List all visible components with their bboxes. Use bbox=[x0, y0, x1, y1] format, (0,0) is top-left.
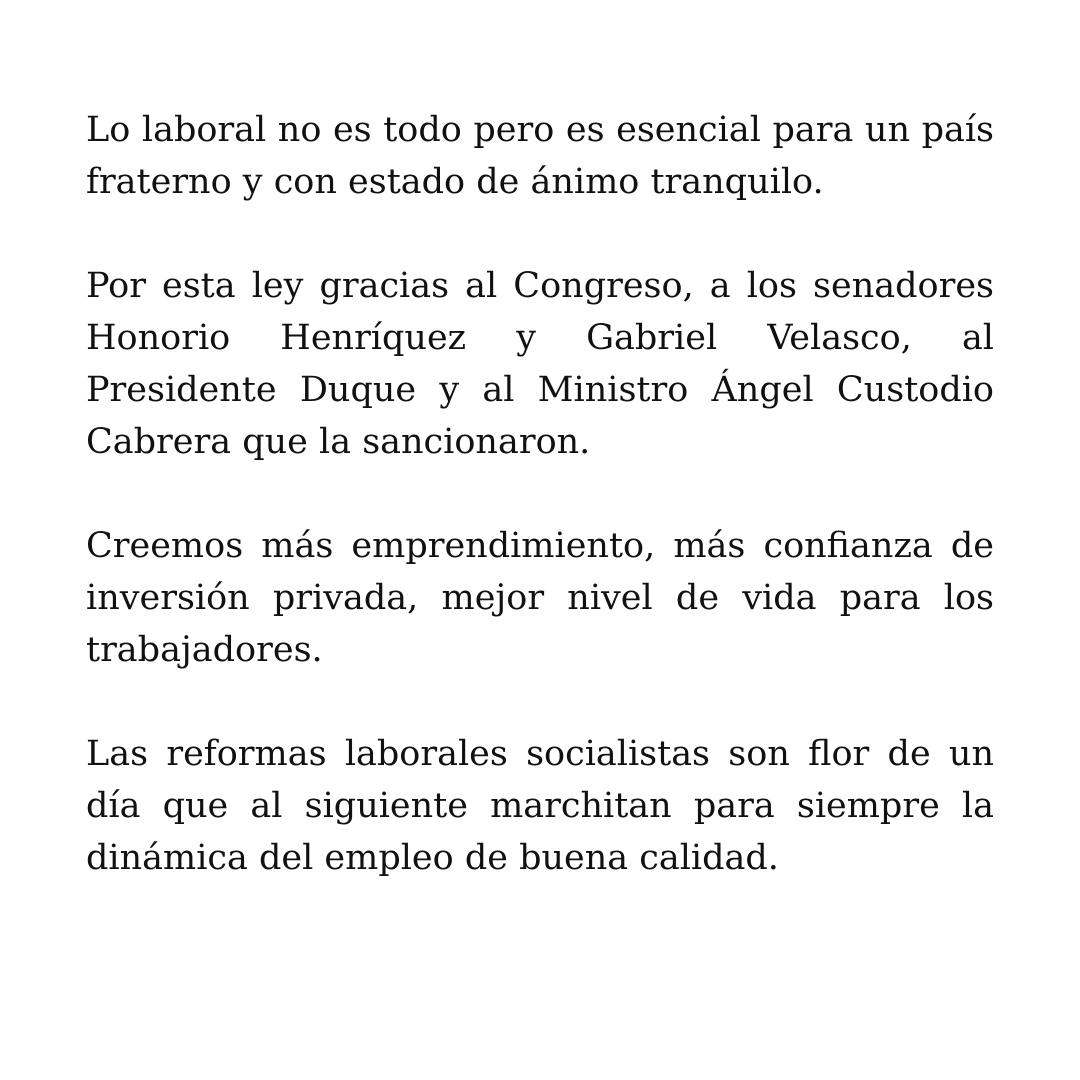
paragraph-entrepreneurship: Creemos más emprendimiento, más confianza de inversión privada, mejor nivel de vida para los trabajadores. bbox=[86, 526, 994, 670]
paragraph-labor-essential: Lo laboral no es todo pero es esencial para un país fraterno y con estado de ánimo tranquilo. bbox=[86, 110, 994, 202]
statement-text bbox=[86, 104, 994, 884]
paragraph-thanks: Por esta ley gracias al Congreso, a los senadores Honorio Henríquez y Gabriel Velasco, al Presidente Duque y al Ministro Ángel Custodio Cabrera que la sancionaron. bbox=[86, 266, 994, 462]
paragraph-socialist-reforms: Las reformas laborales socialistas son flor de un día que al siguiente marchitan para siempre la dinámica del empleo de buena calidad. bbox=[86, 734, 994, 878]
